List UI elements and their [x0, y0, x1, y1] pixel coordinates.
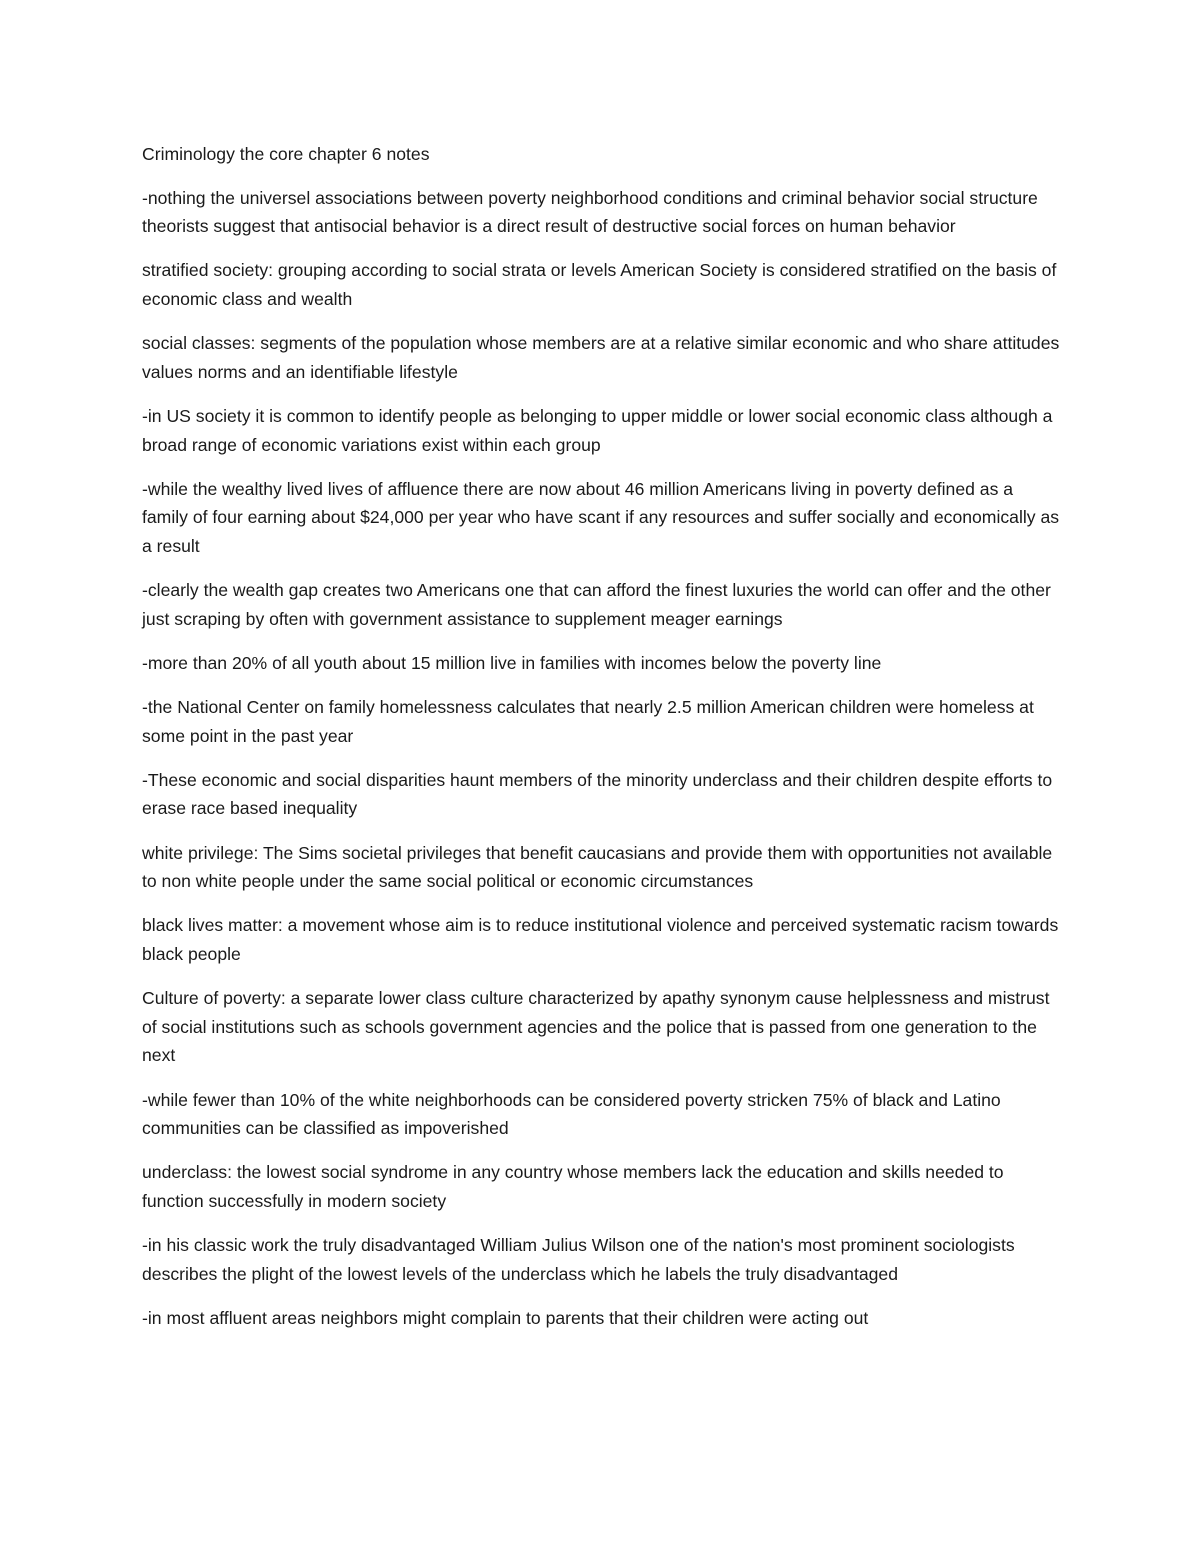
paragraph: -while the wealthy lived lives of affluence there are now about 46 million Americans living in poverty defined as a family of four earning about $24,000 per year who have scant if any resources and suffer socially and economically as a result	[142, 478, 1060, 556]
paragraph: black lives matter: a movement whose aim is to reduce institutional violence and perceived systematic racism towards black people	[142, 915, 1059, 964]
paragraph: -more than 20% of all youth about 15 million live in families with incomes below the poverty line	[142, 652, 882, 673]
paragraph: -in most affluent areas neighbors might complain to parents that their children were acting out	[142, 1307, 869, 1328]
document-title: Criminology the core chapter 6 notes	[142, 144, 430, 164]
paragraph: underclass: the lowest social syndrome in any country whose members lack the education and skills needed to function successfully in modern society	[142, 1162, 1004, 1211]
paragraph: Culture of poverty: a separate lower class culture characterized by apathy synonym cause helplessness and mistrust of social institutions such as schools government agencies and the police that is passed from one generation to the next	[142, 988, 1050, 1066]
paragraph: social classes: segments of the population whose members are at a relative similar economic and who share attitudes values norms and an identifiable lifestyle	[142, 333, 1060, 382]
paragraph: white privilege: The Sims societal privileges that benefit caucasians and provide them with opportunities not available to non white people under the same social political or economic circumstances	[142, 842, 1053, 892]
paragraph: -the National Center on family homelessness calculates that nearly 2.5 million American children were homeless at some point in the past year	[142, 697, 1034, 746]
document-body	[142, 140, 1062, 1348]
paragraph: -in his classic work the truly disadvantaged William Julius Wilson one of the nation's most prominent sociologists describes the plight of the lowest levels of the underclass which he labels the truly disadvantaged	[142, 1235, 1015, 1284]
paragraph: -in US society it is common to identify people as belonging to upper middle or lower social economic class although a broad range of economic variations exist within each group	[142, 405, 1053, 455]
paragraph: -while fewer than 10% of the white neighborhoods can be considered poverty stricken 75% of black and Latino communities can be classified as impoverished	[142, 1089, 1001, 1139]
paragraph: stratified society: grouping according to social strata or levels American Society is considered stratified on the basis of economic class and wealth	[142, 260, 1057, 309]
paragraph: -These economic and social disparities haunt members of the minority underclass and their children despite efforts to erase race based inequality	[142, 769, 1053, 819]
paragraph: -clearly the wealth gap creates two Americans one that can afford the finest luxuries the world can offer and the other just scraping by often with government assistance to supplement meager earnings	[142, 580, 1051, 629]
paragraph: -nothing the universel associations between poverty neighborhood conditions and criminal behavior social structure theorists suggest that antisocial behavior is a direct result of destructive social forces on human behavior	[142, 187, 1038, 237]
